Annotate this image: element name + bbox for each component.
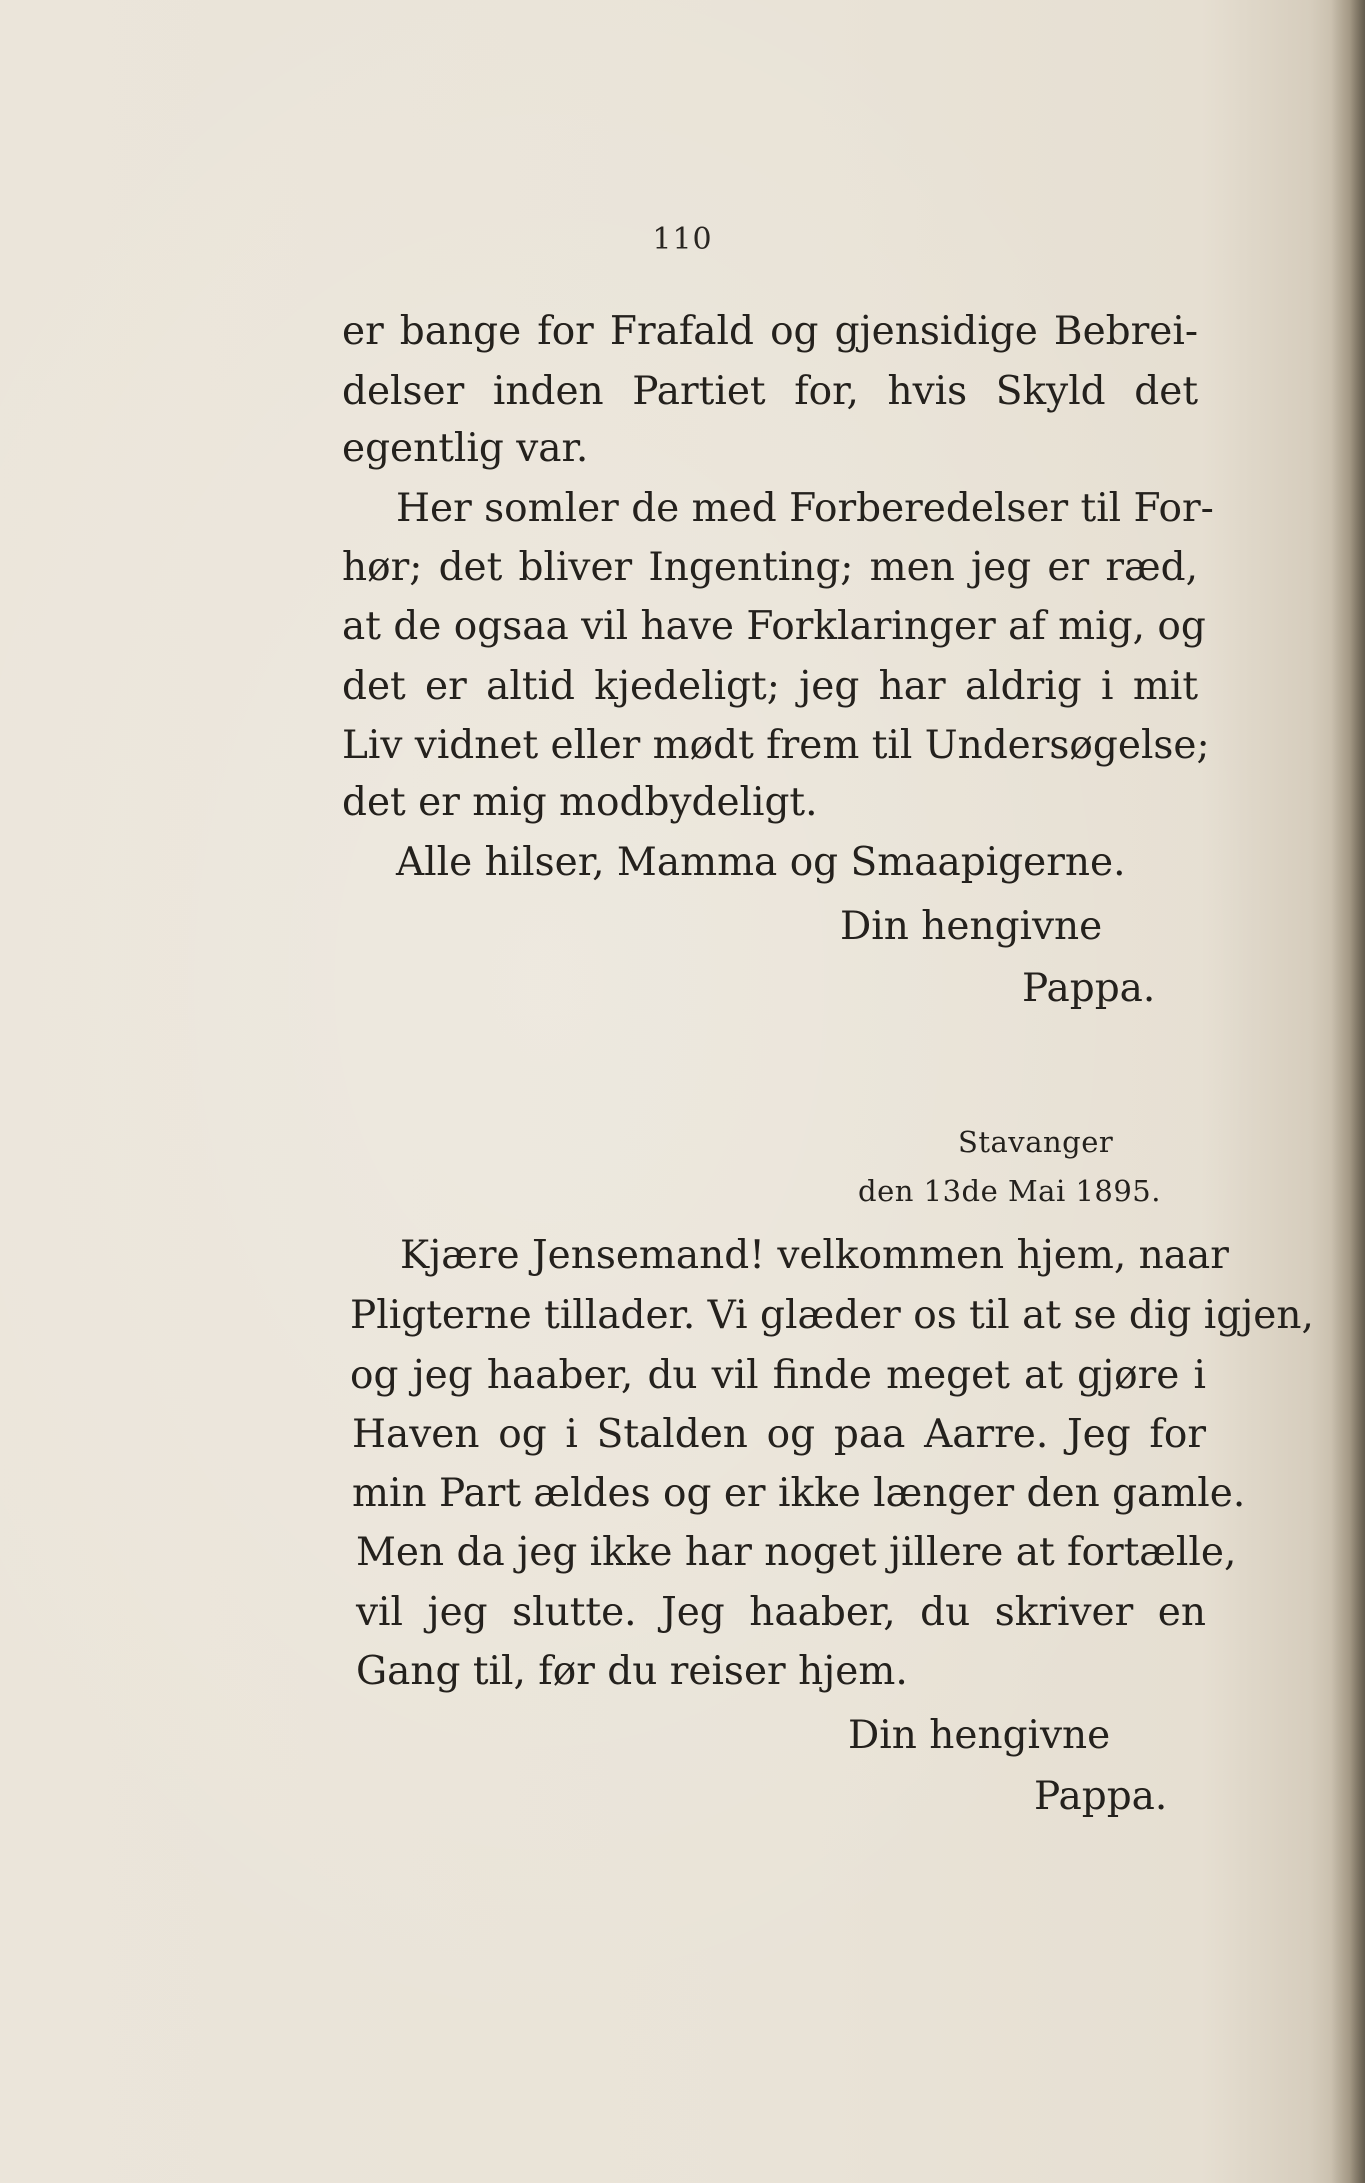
text-line: det er mig modbydeligt. <box>342 780 818 825</box>
text-line: hør; det bliver Ingenting; men jeg er ræd, <box>342 545 1198 590</box>
text-line: Her somler de med Forberedelser til For- <box>396 486 1214 531</box>
text-line: Gang til, før du reiser hjem. <box>356 1649 908 1694</box>
text-line: Haven og i Stalden og paa Aarre. Jeg for <box>352 1412 1206 1457</box>
text-line: delser inden Partiet for, hvis Skyld det <box>342 369 1198 414</box>
letter-signature: Pappa. <box>1022 966 1156 1011</box>
letter-signature: Pappa. <box>1034 1774 1168 1819</box>
text-line: det er altid kjedeligt; jeg har aldrig i mit <box>342 664 1198 709</box>
text-line: Men da jeg ikke har noget jillere at fortælle, <box>356 1530 1237 1575</box>
text-line: Kjære Jensemand! velkommen hjem, naar <box>400 1233 1229 1278</box>
text-line: Pligterne tillader. Vi glæder os til at se dig igjen, <box>350 1293 1314 1338</box>
letter-date: den 13de Mai 1895. <box>858 1174 1161 1208</box>
letter-place: Stavanger <box>958 1125 1114 1159</box>
text-line: og jeg haaber, du vil finde meget at gjøre i <box>350 1353 1206 1398</box>
text-line: vil jeg slutte. Jeg haaber, du skriver en <box>356 1590 1206 1635</box>
letter-closing: Din hengivne <box>840 904 1103 949</box>
page-edge-shadow <box>1331 0 1365 2183</box>
letter-closing: Din hengivne <box>848 1713 1111 1758</box>
text-line: min Part ældes og er ikke længer den gamle. <box>352 1471 1246 1516</box>
page-number: 110 <box>652 222 713 257</box>
text-line: Alle hilser, Mamma og Smaapigerne. <box>396 840 1126 885</box>
text-line: egentlig var. <box>342 426 589 471</box>
text-line: er bange for Frafald og gjensidige Bebrei- <box>342 309 1198 354</box>
text-line: Liv vidnet eller mødt frem til Undersøgelse; <box>342 723 1210 768</box>
text-line: at de ogsaa vil have Forklaringer af mig, og <box>342 604 1206 649</box>
